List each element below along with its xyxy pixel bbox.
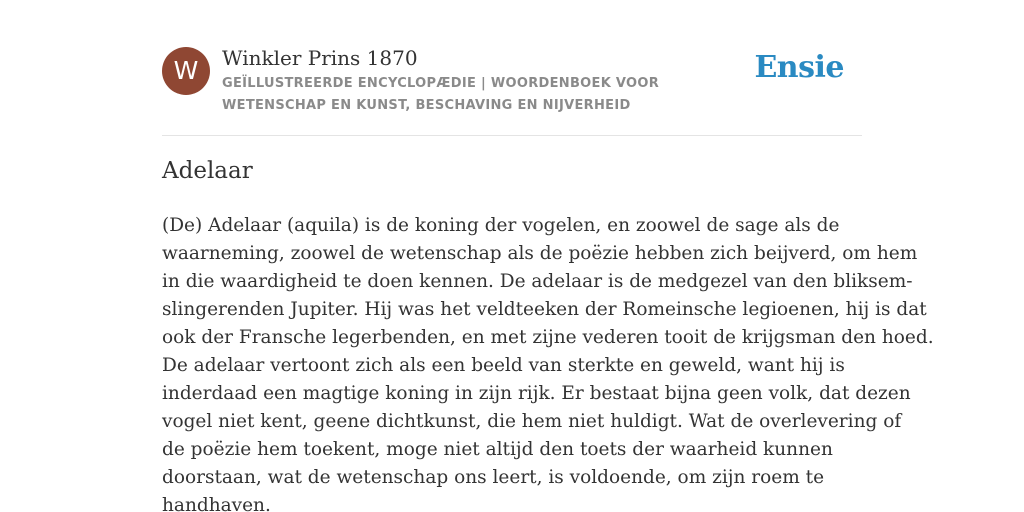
entry-body — [162, 212, 934, 512]
source-avatar[interactable]: W — [162, 47, 210, 95]
entry-line: inderdaad een magtige koning in zijn rijk. Er bestaat bijna geen volk, dat dezen — [162, 383, 911, 404]
ensie-logo[interactable]: Ensie — [754, 50, 844, 85]
entry-line: vogel niet kent, geene dichtkunst, die hem niet huldigt. Wat de overlevering of — [162, 411, 902, 432]
entry-line: waarneming, zoowel de wetenschap als de poëzie hebben zich beijverd, om hem — [162, 243, 918, 264]
entry-line: De adelaar vertoont zich als een beeld van sterkte en geweld, want hij is — [162, 355, 845, 376]
entry-line: in die waardigheid te doen kennen. De adelaar is de medgezel van den bliksem- — [162, 271, 913, 292]
entry-title: Adelaar — [162, 158, 253, 184]
entry-line: ook der Fransche legerbenden, en met zijne vederen tooit de krijgsman den hoed. — [162, 327, 934, 348]
source-title[interactable]: Winkler Prins 1870 — [222, 46, 418, 70]
source-subtitle: GEÏLLUSTREERDE ENCYCLOPÆDIE | WOORDENBOEK VOOR WETENSCHAP EN KUNST, BESCHAVING EN NIJVERHEID — [222, 76, 660, 113]
entry-line: handhaven. — [162, 495, 271, 512]
entry-line: (De) Adelaar (aquila) is de koning der vogelen, en zoowel de sage als de — [162, 215, 840, 236]
entry-line: de poëzie hem toekent, moge niet altijd den toets der waarheid kunnen — [162, 439, 833, 460]
entry-line: doorstaan, wat de wetenschap ons leert, is voldoende, om zijn roem te — [162, 467, 825, 488]
header-divider — [162, 135, 862, 136]
entry-line: slingerenden Jupiter. Hij was het veldteeken der Romeinsche legioenen, hij is dat — [162, 299, 927, 320]
source-header — [162, 45, 862, 135]
